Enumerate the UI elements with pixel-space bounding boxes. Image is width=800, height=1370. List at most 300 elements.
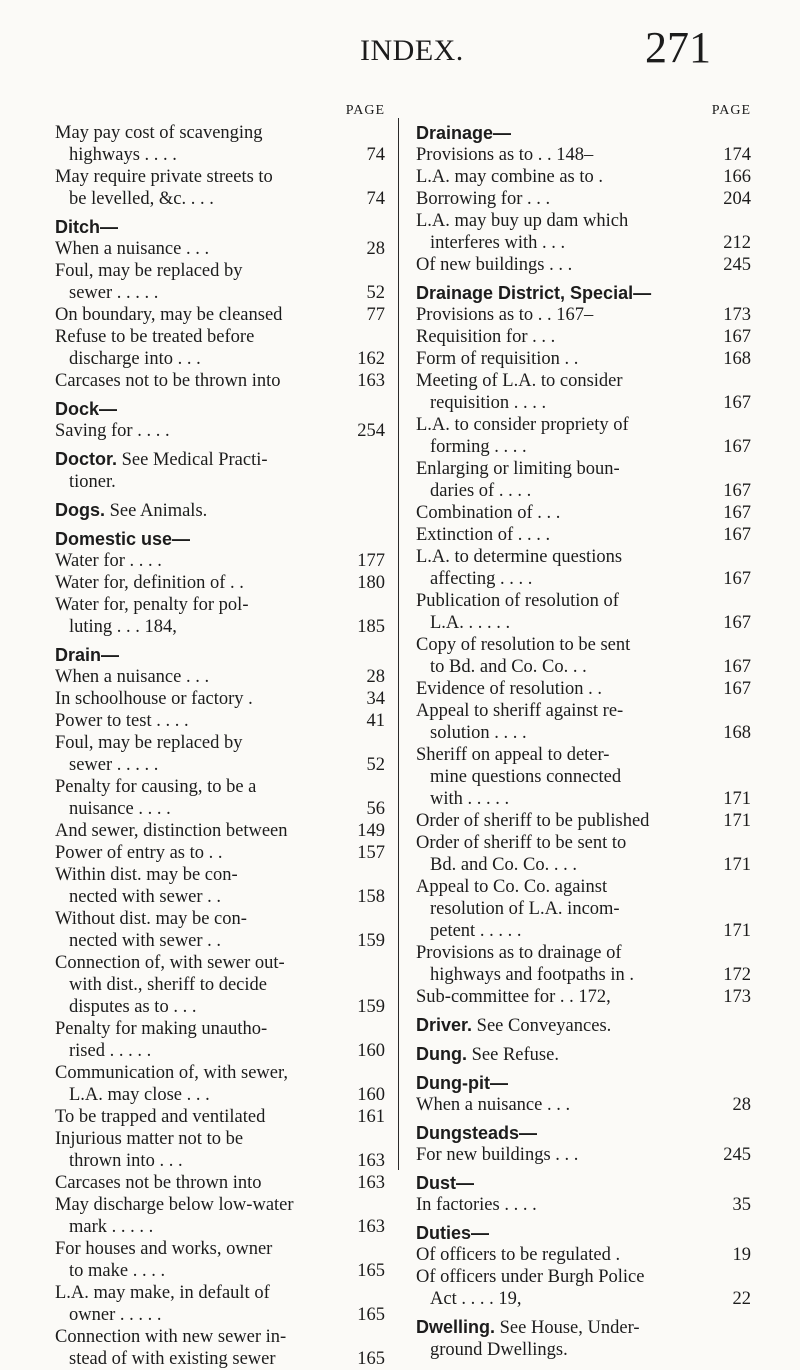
index-entry: [416, 524, 751, 546]
entry-line: [416, 370, 751, 392]
entry-text: Power of entry as to . .: [55, 843, 223, 863]
index-entry: [55, 776, 385, 820]
index-entry: [55, 122, 385, 166]
entry-text: nuisance . . . .: [69, 799, 171, 819]
index-entry: [416, 370, 751, 414]
entry-line: [416, 144, 751, 166]
page-reference: 167: [723, 481, 751, 501]
entry-text: Foul, may be replaced by: [55, 733, 243, 753]
entry-text: rised . . . . .: [69, 1041, 152, 1061]
index-entry: [416, 458, 751, 502]
index-column-left: [55, 102, 385, 1370]
entry-text: sewer . . . . .: [69, 755, 159, 775]
entry-line: [55, 732, 385, 754]
entry-line: [416, 1144, 751, 1166]
entry-line: [55, 996, 385, 1018]
entry-line: [416, 788, 751, 810]
entry-line: [55, 688, 385, 710]
cross-reference: See Medical Practi-: [117, 450, 268, 470]
index-heading: [55, 499, 385, 522]
page-reference: 171: [723, 811, 751, 831]
index-entry: [55, 420, 385, 442]
entry-text: For houses and works, owner: [55, 1239, 273, 1259]
page-reference: 168: [723, 723, 751, 743]
entry-line: [55, 370, 385, 392]
entry-text: interferes with . . .: [430, 233, 566, 253]
entry-text: Publication of resolution of: [416, 591, 619, 611]
index-entry: [416, 188, 751, 210]
cross-reference: See Refuse.: [467, 1045, 559, 1065]
entry-text: petent . . . . .: [430, 921, 522, 941]
index-heading: [416, 1014, 751, 1037]
entry-text: May pay cost of scavenging: [55, 123, 263, 143]
page-reference: 28: [366, 667, 385, 687]
entry-line: [55, 1040, 385, 1062]
entry-text: Provisions as to drainage of: [416, 943, 622, 963]
entry-text: May require private streets to: [55, 167, 273, 187]
entry-text: be levelled, &c. . . .: [69, 189, 214, 209]
heading-term: Dung-pit—: [416, 1073, 508, 1093]
heading-term: Duties—: [416, 1223, 490, 1243]
entry-line: [55, 550, 385, 572]
entry-line: [416, 1288, 751, 1310]
entry-text: Act . . . . 19,: [430, 1289, 522, 1309]
index-entry: [55, 550, 385, 572]
entry-text: Copy of resolution to be sent: [416, 635, 631, 655]
entry-text: Order of sheriff to be published: [416, 811, 650, 831]
entry-line: [55, 616, 385, 638]
index-entry: [55, 260, 385, 304]
entry-line: [55, 1150, 385, 1172]
entry-text: discharge into . . .: [69, 349, 201, 369]
index-entry: [55, 820, 385, 842]
entry-line: [55, 908, 385, 930]
entry-line: [416, 210, 751, 232]
index-entry: [55, 864, 385, 908]
index-entry: [416, 810, 751, 832]
heading-term: Dust—: [416, 1173, 474, 1193]
page-reference: 157: [357, 843, 385, 863]
entry-line: [55, 974, 385, 996]
index-entry: [55, 238, 385, 260]
heading-term: Dogs.: [55, 500, 106, 520]
page-reference: 167: [723, 503, 751, 523]
entry-text: Requisition for . . .: [416, 327, 556, 347]
entry-line: [416, 348, 751, 370]
entry-line: [55, 798, 385, 820]
entry-text: When a nuisance . . .: [55, 239, 210, 259]
entry-line: [55, 348, 385, 370]
entry-line: [416, 656, 751, 678]
index-entry: [416, 1094, 751, 1116]
page-reference: 159: [357, 931, 385, 951]
index-heading: [55, 528, 385, 550]
entry-line: [55, 572, 385, 594]
heading-term: Doctor.: [55, 449, 118, 469]
entry-text: Evidence of resolution . .: [416, 679, 602, 699]
entry-text: requisition . . . .: [430, 393, 547, 413]
index-entry: [416, 166, 751, 188]
index-heading: [416, 1072, 751, 1094]
entry-text: Of new buildings . . .: [416, 255, 573, 275]
entry-text: thrown into . . .: [69, 1151, 183, 1171]
entry-line: [55, 1194, 385, 1216]
entry-line: [416, 876, 751, 898]
index-entry: [55, 1238, 385, 1282]
entry-line: [416, 326, 751, 348]
entry-line: [416, 254, 751, 276]
entry-line: [416, 568, 751, 590]
index-entry: [55, 908, 385, 952]
entry-line: [55, 1128, 385, 1150]
index-entry: [55, 326, 385, 370]
page-reference: 77: [366, 305, 385, 325]
index-entry: [416, 210, 751, 254]
page-reference: 168: [723, 349, 751, 369]
entry-text: Sheriff on appeal to deter-: [416, 745, 610, 765]
entry-line: [55, 820, 385, 842]
entry-line: [55, 238, 385, 260]
heading-term: Driver.: [416, 1015, 473, 1035]
entry-line: [55, 1172, 385, 1194]
entry-text: affecting . . . .: [430, 569, 533, 589]
page-reference: 22: [732, 1289, 751, 1309]
entry-line: [55, 952, 385, 974]
page-reference: 172: [723, 965, 751, 985]
entry-line: [416, 832, 751, 854]
entry-text: luting . . . 184,: [69, 617, 177, 637]
heading-term: Drainage—: [416, 123, 512, 143]
entry-line: [55, 1348, 385, 1370]
index-entry: [416, 744, 751, 810]
page-reference: 185: [357, 617, 385, 637]
page-reference: 167: [723, 613, 751, 633]
entry-line: [55, 144, 385, 166]
entry-text: Bd. and Co. Co. . . .: [430, 855, 577, 875]
entry-line: [416, 414, 751, 436]
page-reference: 163: [357, 1217, 385, 1237]
entry-line: [55, 1260, 385, 1282]
entry-text: L.A. may make, in default of: [55, 1283, 270, 1303]
index-heading: [55, 216, 385, 238]
entry-text: Borrowing for . . .: [416, 189, 551, 209]
index-entry: [416, 326, 751, 348]
entry-text: L.A. to consider propriety of: [416, 415, 629, 435]
entry-line: [416, 700, 751, 722]
index-heading: [416, 1316, 751, 1339]
entry-line: [55, 166, 385, 188]
entry-text: Extinction of . . . .: [416, 525, 551, 545]
entry-line: [55, 420, 385, 442]
index-entry: [55, 1018, 385, 1062]
index-heading: [416, 1172, 751, 1194]
page-reference: 28: [732, 1095, 751, 1115]
entry-text: owner . . . . .: [69, 1305, 162, 1325]
entry-line: [55, 594, 385, 616]
entry-text: Form of requisition . .: [416, 349, 579, 369]
index-entry: [55, 370, 385, 392]
index-entry: [55, 952, 385, 1018]
index-entry: [55, 304, 385, 326]
entry-text: Of officers under Burgh Police: [416, 1267, 645, 1287]
entry-text: Provisions as to . . 167–: [416, 305, 594, 325]
page-reference: 52: [366, 283, 385, 303]
index-entry: [416, 254, 751, 276]
page-reference: 160: [357, 1085, 385, 1105]
entry-text: Within dist. may be con-: [55, 865, 238, 885]
heading-term: Drain—: [55, 645, 120, 665]
entry-text: sewer . . . . .: [69, 283, 159, 303]
index-entry: [416, 304, 751, 326]
entry-text: nected with sewer . .: [69, 931, 222, 951]
entry-line: [416, 546, 751, 568]
page-reference: 162: [357, 349, 385, 369]
cross-reference: See House, Under-: [495, 1318, 640, 1338]
page-reference: 34: [366, 689, 385, 709]
heading-term: Ditch—: [55, 217, 118, 237]
heading-term: Dungsteads—: [416, 1123, 538, 1143]
entry-line: [55, 188, 385, 210]
column-divider: [398, 118, 399, 1170]
entry-line: [416, 634, 751, 656]
entry-line: [416, 744, 751, 766]
entry-text: solution . . . .: [430, 723, 527, 743]
entry-text: Injurious matter not to be: [55, 1129, 244, 1149]
entry-text: Water for . . . .: [55, 551, 162, 571]
page-reference: 166: [723, 167, 751, 187]
entry-line: [55, 776, 385, 798]
page-reference: 212: [723, 233, 751, 253]
entry-line: [55, 1304, 385, 1326]
entry-line: [416, 854, 751, 876]
index-entry: [416, 678, 751, 700]
entry-text: In schoolhouse or factory .: [55, 689, 253, 709]
index-heading: [416, 1043, 751, 1066]
page-reference: 19: [732, 1245, 751, 1265]
column-page-label: PAGE: [345, 103, 385, 118]
index-entry: [416, 700, 751, 744]
entry-text: disputes as to . . .: [69, 997, 197, 1017]
entry-text: Appeal to Co. Co. against: [416, 877, 608, 897]
page-reference: 173: [723, 305, 751, 325]
page-reference: 149: [357, 821, 385, 841]
cross-reference-continued: ground Dwellings.: [430, 1340, 568, 1360]
entry-line: [416, 612, 751, 634]
index-entry: [416, 832, 751, 876]
page-reference: 171: [723, 921, 751, 941]
entry-text: For new buildings . . .: [416, 1145, 579, 1165]
entry-text: May discharge below low-water: [55, 1195, 294, 1215]
entry-text: nected with sewer . .: [69, 887, 222, 907]
entry-text: Communication of, with sewer,: [55, 1063, 289, 1083]
index-heading: [55, 398, 385, 420]
entry-text: Water for, penalty for pol-: [55, 595, 249, 615]
page-reference: 163: [357, 1151, 385, 1171]
page-reference: 41: [366, 711, 385, 731]
entry-text: L.A. may close . . .: [69, 1085, 210, 1105]
heading-term: Drainage District, Special—: [416, 283, 652, 303]
entry-line: [416, 678, 751, 700]
page-header: [0, 20, 800, 80]
entry-text: highways . . . .: [69, 145, 177, 165]
page-reference: 177: [357, 551, 385, 571]
entry-text: Connection with new sewer in-: [55, 1327, 287, 1347]
entry-text: Combination of . . .: [416, 503, 561, 523]
entry-text: with . . . . .: [430, 789, 510, 809]
index-entry: [416, 876, 751, 942]
entry-text: L.A. to determine questions: [416, 547, 623, 567]
entry-text: In factories . . . .: [416, 1195, 537, 1215]
entry-text: When a nuisance . . .: [416, 1095, 571, 1115]
index-entry: [416, 590, 751, 634]
entry-text: Connection of, with sewer out-: [55, 953, 285, 973]
cross-reference: See Conveyances.: [472, 1016, 612, 1036]
page-reference: 160: [357, 1041, 385, 1061]
entry-line: [416, 986, 751, 1008]
page-reference: 171: [723, 789, 751, 809]
entry-line: [416, 1094, 751, 1116]
entry-line: [55, 886, 385, 908]
index-column-right: [416, 102, 751, 1361]
page-reference: 167: [723, 679, 751, 699]
entry-text: Water for, definition of . .: [55, 573, 244, 593]
entry-line: [55, 930, 385, 952]
entry-text: Order of sheriff to be sent to: [416, 833, 627, 853]
page-number: 271: [645, 23, 711, 72]
page-reference: 165: [357, 1305, 385, 1325]
entry-line: [55, 1282, 385, 1304]
entry-text: Sub-committee for . . 172,: [416, 987, 611, 1007]
page-reference: 159: [357, 997, 385, 1017]
entry-text: stead of with existing sewer: [69, 1349, 276, 1369]
entry-text: L.A. . . . . .: [430, 613, 511, 633]
entry-line: [55, 1216, 385, 1238]
index-entry: [416, 144, 751, 166]
entry-line: [416, 1266, 751, 1288]
index-entry: [416, 986, 751, 1008]
page-reference: 180: [357, 573, 385, 593]
entry-text: resolution of L.A. incom-: [430, 899, 620, 919]
entry-text: Appeal to sheriff against re-: [416, 701, 624, 721]
index-entry: [55, 732, 385, 776]
index-entry: [416, 634, 751, 678]
entry-text: Foul, may be replaced by: [55, 261, 243, 281]
entry-line: [55, 666, 385, 688]
heading-term: Dung.: [416, 1044, 467, 1064]
entry-line: [55, 1326, 385, 1348]
page-reference: 171: [723, 855, 751, 875]
entry-line: [55, 842, 385, 864]
entry-text: When a nuisance . . .: [55, 667, 210, 687]
entry-line: [416, 964, 751, 986]
entry-text: Power to test . . . .: [55, 711, 189, 731]
entry-text: Of officers to be regulated .: [416, 1245, 621, 1265]
entry-line: [55, 282, 385, 304]
page-reference: 28: [366, 239, 385, 259]
index-entry: [416, 348, 751, 370]
index-heading: [55, 644, 385, 666]
index-entry: [416, 502, 751, 524]
cross-reference-continued: tioner.: [69, 472, 116, 492]
column-page-label: PAGE: [711, 103, 751, 118]
entry-text: And sewer, distinction between: [55, 821, 288, 841]
entry-text: Penalty for making unautho-: [55, 1019, 268, 1039]
entry-line: [416, 722, 751, 744]
index-heading: [416, 1122, 751, 1144]
entry-line: [416, 304, 751, 326]
entry-line: [416, 188, 751, 210]
page-reference: 167: [723, 437, 751, 457]
page-reference: 74: [366, 145, 385, 165]
index-entry: [55, 166, 385, 210]
cross-reference: See Animals.: [105, 501, 208, 521]
index-entry: [55, 710, 385, 732]
entry-line: [416, 590, 751, 612]
page-title: INDEX.: [360, 34, 464, 67]
entry-line: [416, 436, 751, 458]
page-reference: 174: [723, 145, 751, 165]
entry-text: L.A. may combine as to .: [416, 167, 604, 187]
page-reference: 165: [357, 1261, 385, 1281]
entry-text: Refuse to be treated before: [55, 327, 255, 347]
page-reference: 161: [357, 1107, 385, 1127]
entry-text: Meeting of L.A. to consider: [416, 371, 623, 391]
entry-text: with dist., sheriff to decide: [69, 975, 267, 995]
entry-text: to Bd. and Co. Co. . .: [430, 657, 587, 677]
page-reference: 158: [357, 887, 385, 907]
heading-term: Domestic use—: [55, 529, 191, 549]
index-entry: [416, 1194, 751, 1216]
page-reference: 167: [723, 327, 751, 347]
entry-text: mark . . . . .: [69, 1217, 154, 1237]
entry-line: [416, 524, 751, 546]
entry-line: [55, 304, 385, 326]
entry-line: [416, 810, 751, 832]
index-entry: [55, 1326, 385, 1370]
page-reference: 167: [723, 525, 751, 545]
index-entry: [416, 1144, 751, 1166]
page-reference: 165: [357, 1349, 385, 1369]
entry-line: [55, 260, 385, 282]
page-reference: 245: [723, 255, 751, 275]
entry-line: [55, 326, 385, 348]
index-heading: [416, 282, 751, 304]
index-entry: [55, 1194, 385, 1238]
page-reference: 167: [723, 657, 751, 677]
page-reference: 173: [723, 987, 751, 1007]
index-entry: [416, 1266, 751, 1310]
entry-text: forming . . . .: [430, 437, 527, 457]
index-entry: [416, 414, 751, 458]
entry-text: Carcases not to be thrown into: [55, 371, 281, 391]
page-reference: 204: [723, 189, 751, 209]
page-reference: 74: [366, 189, 385, 209]
entry-text: Enlarging or limiting boun-: [416, 459, 620, 479]
index-heading: [55, 448, 385, 471]
entry-line: [416, 1244, 751, 1266]
entry-text: Carcases not be thrown into: [55, 1173, 262, 1193]
entry-line: [55, 864, 385, 886]
heading-term: Dwelling.: [416, 1317, 496, 1337]
entry-text: Without dist. may be con-: [55, 909, 247, 929]
index-entry: [55, 842, 385, 864]
index-entry: [416, 942, 751, 986]
index-entry: [416, 1244, 751, 1266]
page-reference: 254: [357, 421, 385, 441]
entry-text: L.A. may buy up dam which: [416, 211, 629, 231]
entry-line: [55, 1062, 385, 1084]
entry-text: highways and footpaths in .: [430, 965, 634, 985]
